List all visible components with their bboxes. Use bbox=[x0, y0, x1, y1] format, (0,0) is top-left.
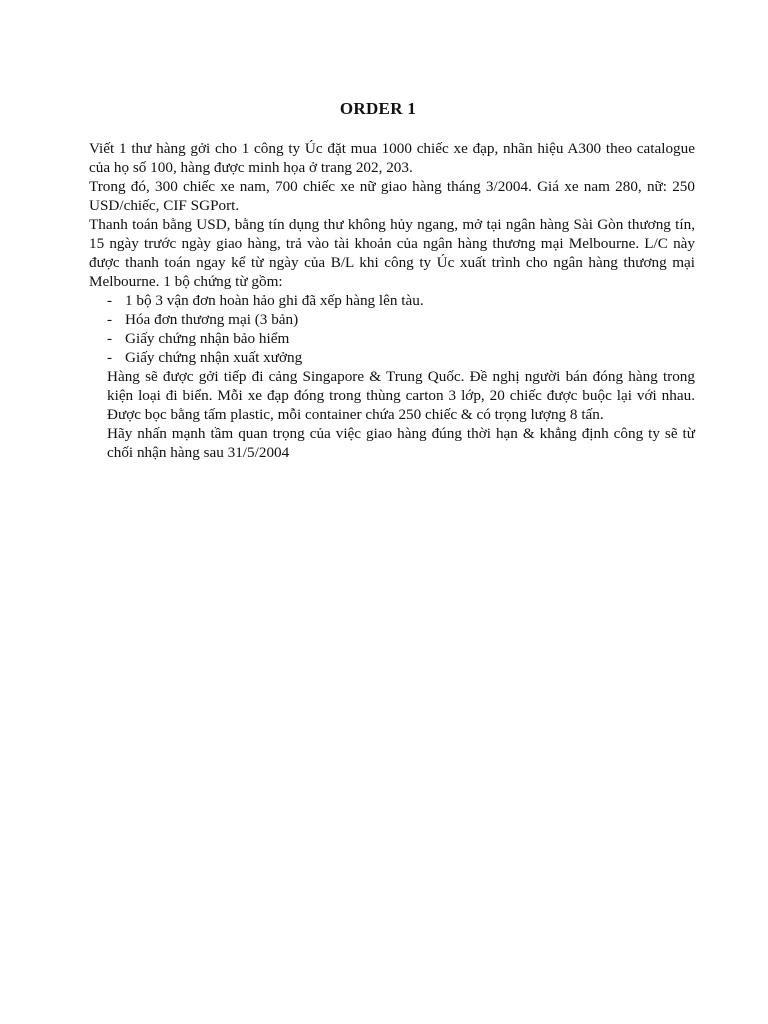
paragraph-packing: Hàng sẽ được gởi tiếp đi cảng Singapore & Trung Quốc. Đề nghị người bán đóng hàng trong kiện loại đi biển. Mỗi xe đạp đóng trong thùng carton 3 lớp, 20 chiếc được buộc lại với nhau. Được bọc bằng tấm plastic, mỗi container chứa 250 chiếc & có trọng lượng 8 tấn. bbox=[107, 368, 695, 423]
list-item bbox=[89, 310, 695, 329]
list-item-text: Giấy chứng nhận xuất xưởng bbox=[125, 349, 303, 366]
list-item bbox=[89, 348, 695, 367]
list-dash: - bbox=[107, 330, 113, 347]
paragraph-payment: Thanh toán bằng USD, bằng tín dụng thư không hủy ngang, mở tại ngân hàng Sài Gòn thương tín, 15 ngày trước ngày giao hàng, trả vào tài khoản của ngân hàng thương mại Melbourne. L/C này được thanh toán ngay kể từ ngày của B/L khi công ty Úc xuất trình cho ngân hàng thương mại Melbourne. 1 bộ chứng từ gồm: bbox=[89, 216, 695, 290]
list-item-text: Giấy chứng nhận bảo hiểm bbox=[125, 330, 290, 347]
document-title: ORDER 1 bbox=[339, 99, 417, 118]
list-dash: - bbox=[107, 349, 113, 366]
document-body bbox=[89, 139, 695, 462]
paragraph-deadline: Hãy nhấn mạnh tầm quan trọng của việc giao hàng đúng thời hạn & khẳng định công ty sẽ từ chối nhận hàng sau 31/5/2004 bbox=[107, 425, 695, 461]
paragraph-intro: Viết 1 thư hàng gởi cho 1 công ty Úc đặt mua 1000 chiếc xe đạp, nhãn hiệu A300 theo catalogue của họ số 100, hàng được minh họa ở trang 202, 203. bbox=[89, 140, 695, 176]
paragraph-quantities-prices: Trong đó, 300 chiếc xe nam, 700 chiếc xe nữ giao hàng tháng 3/2004. Giá xe nam 280, nữ: 250 USD/chiếc, CIF SGPort. bbox=[89, 178, 695, 214]
list-item-text: Hóa đơn thương mại (3 bản) bbox=[125, 311, 299, 328]
list-dash: - bbox=[107, 292, 113, 309]
list-dash: - bbox=[107, 311, 113, 328]
list-item bbox=[89, 291, 695, 310]
list-item-text: 1 bộ 3 vận đơn hoàn hảo ghi đã xếp hàng lên tàu. bbox=[125, 292, 424, 309]
documents-list bbox=[89, 291, 695, 367]
list-item bbox=[89, 329, 695, 348]
